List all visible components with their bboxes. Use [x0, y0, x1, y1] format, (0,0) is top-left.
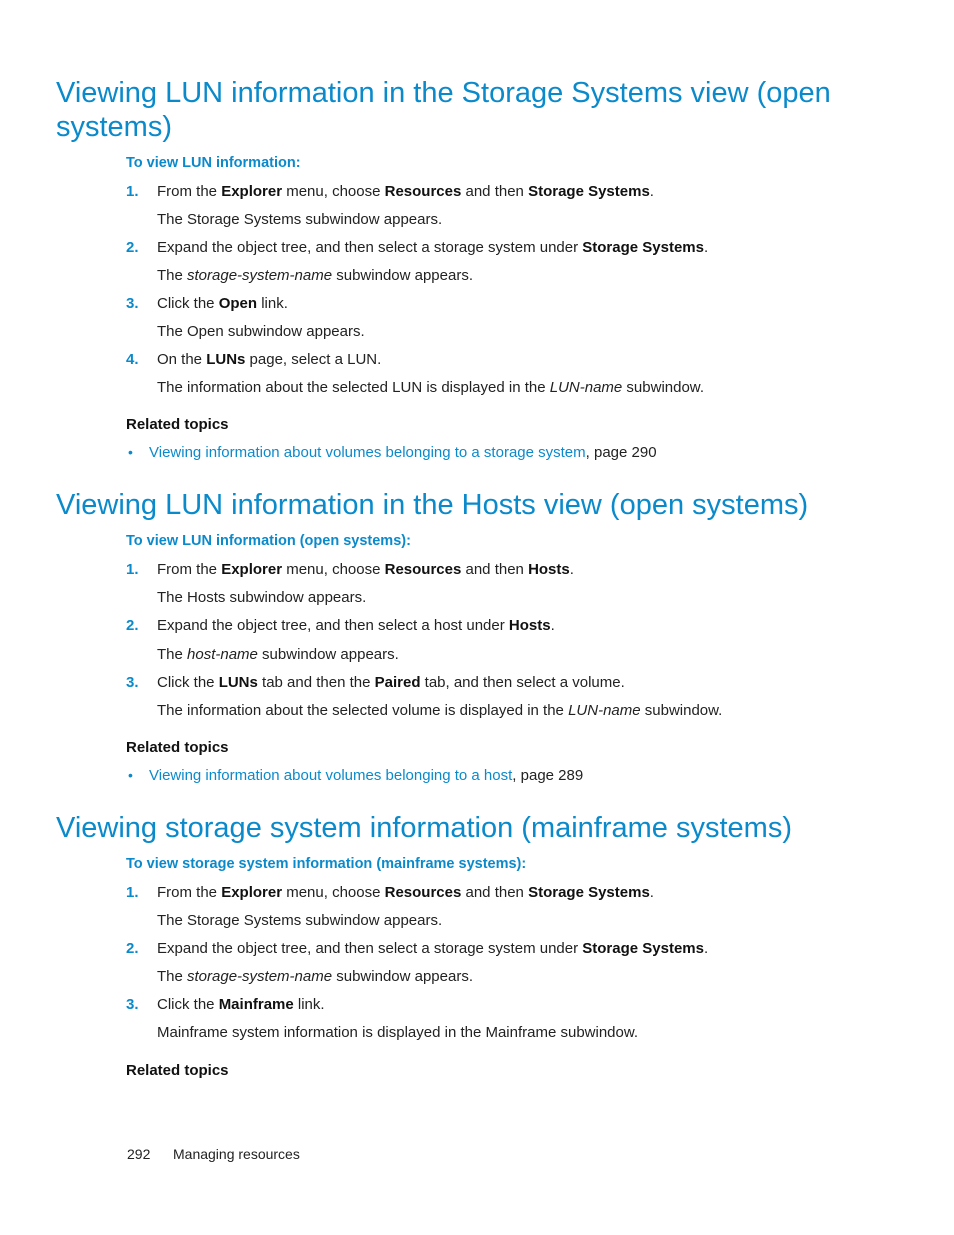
step-text: Expand the object tree, and then select a storage system under Storage Systems. — [157, 940, 709, 957]
related-topics-heading: Related topics — [126, 416, 229, 433]
related-topic-link[interactable]: Viewing information about volumes belonging to a storage system — [149, 444, 586, 461]
step-result: The information about the selected volume is displayed in the LUN-name subwindow. — [157, 702, 723, 719]
related-topics-heading: Related topics — [126, 739, 229, 756]
step-text: On the LUNs page, select a LUN. — [157, 351, 382, 368]
step-result: The Storage Systems subwindow appears. — [157, 912, 443, 929]
step-text: From the Explorer menu, choose Resources and then Storage Systems. — [157, 884, 654, 901]
section-title-mainframe-systems: Viewing storage system information (mainframe systems) — [56, 812, 792, 844]
related-topics-heading: Related topics — [126, 1062, 229, 1079]
step-result: The Storage Systems subwindow appears. — [157, 211, 443, 228]
step-text: From the Explorer menu, choose Resources and then Storage Systems. — [157, 183, 654, 200]
step-number: 1. — [126, 884, 139, 901]
related-topic-item: Viewing information about volumes belonging to a storage system, page 290 — [149, 444, 657, 461]
step-text: Click the LUNs tab and then the Paired tab, and then select a volume. — [157, 674, 625, 691]
related-topic-item: Viewing information about volumes belonging to a host, page 289 — [149, 767, 584, 784]
step-result: The storage-system-name subwindow appears. — [157, 968, 473, 985]
step-result: The Open subwindow appears. — [157, 323, 365, 340]
step-text: Click the Mainframe link. — [157, 996, 325, 1013]
page-number: 292 — [127, 1146, 151, 1162]
step-number: 4. — [126, 351, 139, 368]
step-text: From the Explorer menu, choose Resources and then Hosts. — [157, 561, 574, 578]
procedure-heading: To view LUN information: — [126, 155, 301, 171]
step-number: 1. — [126, 561, 139, 578]
step-number: 2. — [126, 617, 139, 634]
step-text: Expand the object tree, and then select a host under Hosts. — [157, 617, 555, 634]
bullet-icon: • — [128, 444, 133, 460]
step-number: 3. — [126, 295, 139, 312]
step-number: 1. — [126, 183, 139, 200]
step-result: The information about the selected LUN is displayed in the LUN-name subwindow. — [157, 379, 704, 396]
step-result: Mainframe system information is displayed in the Mainframe subwindow. — [157, 1024, 639, 1041]
step-number: 2. — [126, 940, 139, 957]
step-result: The Hosts subwindow appears. — [157, 589, 367, 606]
bullet-icon: • — [128, 767, 133, 783]
section-title-hosts-view: Viewing LUN information in the Hosts view (open systems) — [56, 489, 809, 521]
procedure-heading: To view LUN information (open systems): — [126, 533, 411, 549]
chapter-title: Managing resources — [173, 1146, 300, 1162]
step-result: The storage-system-name subwindow appears. — [157, 267, 473, 284]
step-number: 3. — [126, 674, 139, 691]
section-title-storage-systems-view: Viewing LUN information in the Storage Systems view (open systems) — [56, 77, 831, 143]
step-result: The host-name subwindow appears. — [157, 646, 399, 663]
step-number: 2. — [126, 239, 139, 256]
step-text: Expand the object tree, and then select a storage system under Storage Systems. — [157, 239, 709, 256]
step-number: 3. — [126, 996, 139, 1013]
related-topic-link[interactable]: Viewing information about volumes belonging to a host — [149, 767, 513, 784]
procedure-heading: To view storage system information (mainframe systems): — [126, 856, 527, 872]
step-text: Click the Open link. — [157, 295, 288, 312]
